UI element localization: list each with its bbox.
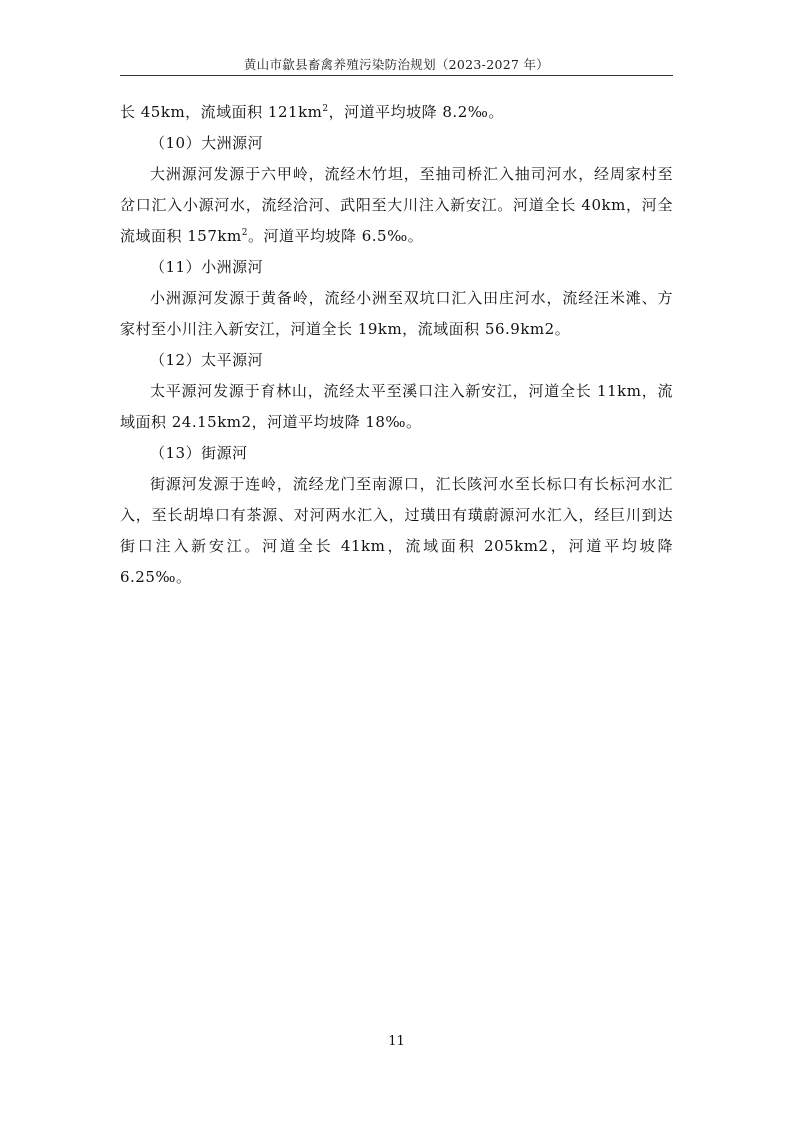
paragraph-xiaozhouyuan: 小洲源河发源于黄备岭，流经小洲至双坑口汇入田庄河水，流经汪米滩、方家村至小川注入新安江，河道全长 19km，流域面积 56.9km2。 [120, 289, 673, 338]
section-heading-10: （10）大洲源河 [150, 134, 264, 152]
section-heading-13: （13）街源河 [150, 444, 248, 462]
paragraph-text: ，河道平均坡降 8.2‰。 [328, 103, 504, 121]
superscript: 2 [241, 228, 248, 238]
document-body [120, 97, 673, 593]
paragraph-jieyuan: 街源河发源于连岭，流经龙门至南源口，汇长陔河水至长标口有长标河水汇入，至长胡埠口有茶源、对河两水汇入，过璜田有璜蔚源河水汇入，经巨川到达街口注入新安江。河道全长 41km，流域面积 205km2，河道平均坡降 6.25‰。 [120, 475, 673, 586]
paragraph-text: 大洲源河发源于六甲岭，流经木竹坦，至抽司桥汇入抽司河水，经周家村至岔口汇入小源河水，流经洽河、武阳至大川注入新安江。河道全长 40km，河全流域面积 157km [120, 165, 673, 245]
superscript: 2 [322, 104, 329, 114]
page-number: 11 [388, 1034, 405, 1049]
paragraph-text: 。河道平均坡降 6.5‰。 [247, 227, 424, 245]
section-heading-11: （11）小洲源河 [150, 258, 264, 276]
paragraph-taipingyuan: 太平源河发源于育林山，流经太平至溪口注入新安江，河道全长 11km，流域面积 24.15km2，河道平均坡降 18‰。 [120, 382, 673, 431]
paragraph-dazhouyuan [120, 159, 673, 252]
section-heading-12: （12）太平源河 [150, 351, 264, 369]
header-divider [120, 75, 673, 76]
running-header: 黄山市歙县畜禽养殖污染防治规划（2023-2027 年） [243, 57, 550, 72]
continued-paragraph [120, 97, 673, 128]
paragraph-text: 长 45km，流域面积 121km [120, 103, 323, 121]
